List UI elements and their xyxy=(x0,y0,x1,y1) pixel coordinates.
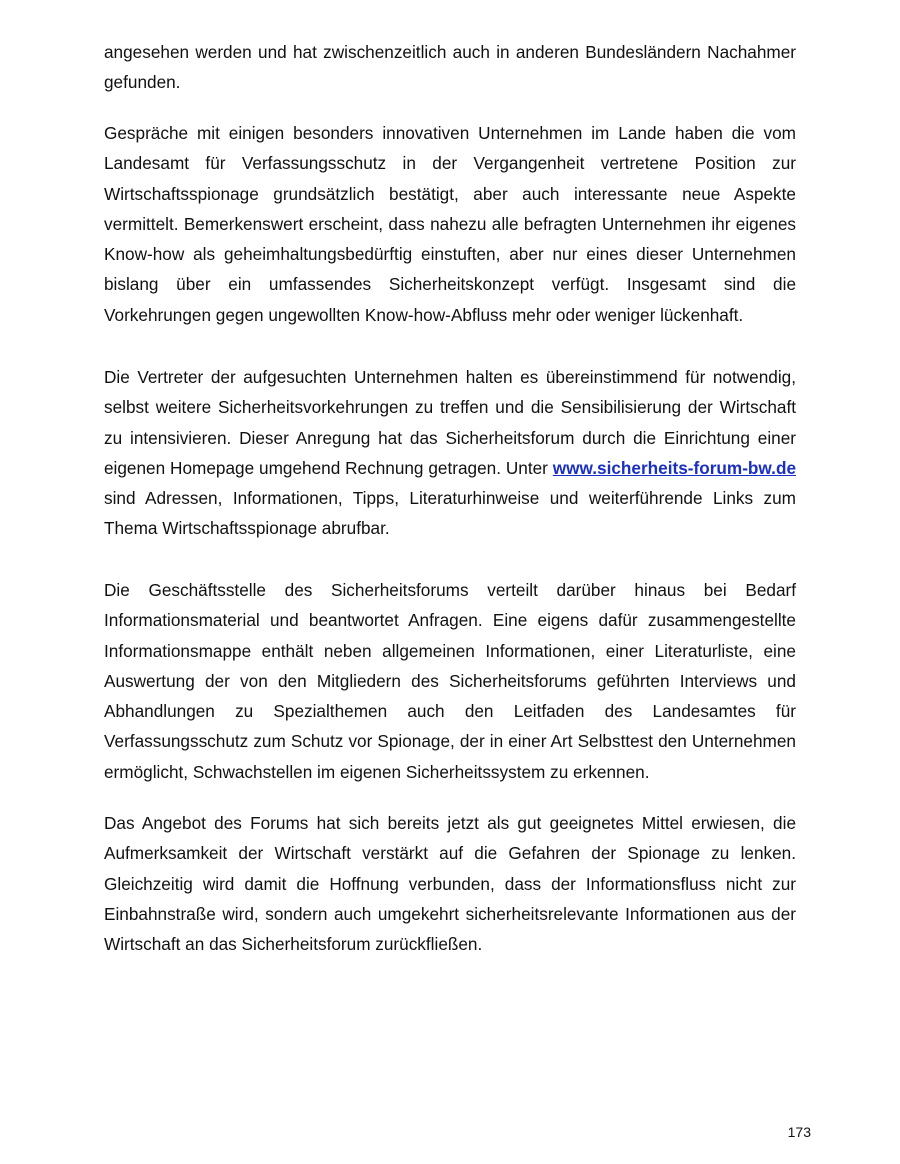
paragraph-continuation: angesehen werden und hat zwischenzeitlich auch in anderen Bundesländern Nachahmer gefunden. xyxy=(104,42,796,93)
paragraph-company-interviews: Gespräche mit einigen besonders innovativen Unternehmen im Lande haben die vom Landesamt für Verfassungsschutz in der Vergangenheit vertretene Position zur Wirtschaftsspionage grundsätzlich bestätigt, aber auch interessante neue Aspekte vermittelt. Bemerkenswert erscheint, dass nahezu alle befragten Unternehmen ihr eigenes Know-how als geheimhaltungsbedürftig einstuften, aber nur eines dieser Unternehmen bislang über ein umfassendes Sicherheitskonzept verfügt. Insgesamt sind die Vorkehrungen gegen ungewollten Know-how-Abfluss mehr oder weniger lückenhaft. xyxy=(104,123,796,325)
paragraph-homepage xyxy=(104,362,796,544)
paragraph-office-information: Die Geschäftsstelle des Sicherheitsforums verteilt darüber hinaus bei Bedarf Informationsmaterial und beantwortet Anfragen. Eine eigens dafür zusammengestellte Informationsmappe enthält neben allgemeinen Informationen, einer Literaturliste, eine Auswertung der von den Mitgliedern des Sicherheitsforums geführten Interviews und Abhandlungen zu Spezialthemen auch den Leitfaden des Landesamtes für Verfassungsschutz zum Schutz vor Spionage, der in einer Art Selbsttest den Unternehmen ermöglicht, Schwachstellen im eigenen Sicherheitssystem zu erkennen. xyxy=(104,580,796,782)
paragraph-homepage-text-before: Die Vertreter der aufgesuchten Unternehmen halten es übereinstimmend für notwendig, selbst weitere Sicherheitsvorkehrungen zu treffen und die Sensibilisierung der Wirtschaft zu intensivieren. Dieser Anregung hat das Sicherheitsforum durch die Einrichtung einer eigenen Homepage umgehend Rechnung getragen. Unter xyxy=(104,367,796,478)
paragraph-forum-offer: Das Angebot des Forums hat sich bereits jetzt als gut geeignetes Mittel erwiesen, die Aufmerksamkeit der Wirtschaft verstärkt auf die Gefahren der Spionage zu lenken. Gleichzeitig wird damit die Hoffnung verbunden, dass der Informationsfluss nicht zur Einbahnstraße wird, sondern auch umgekehrt sicherheitsrelevante Informationen aus der Wirtschaft an das Sicherheitsforum zurückfließen. xyxy=(104,813,796,955)
homepage-link[interactable]: www.sicherheits-forum-bw.de xyxy=(552,457,796,478)
page-number: 173 xyxy=(787,1124,811,1140)
paragraph-homepage-text-after: sind Adressen, Informationen, Tipps, Literaturhinweise und weiterführende Links zum Thema Wirtschaftsspionage abrufbar. xyxy=(104,488,796,539)
